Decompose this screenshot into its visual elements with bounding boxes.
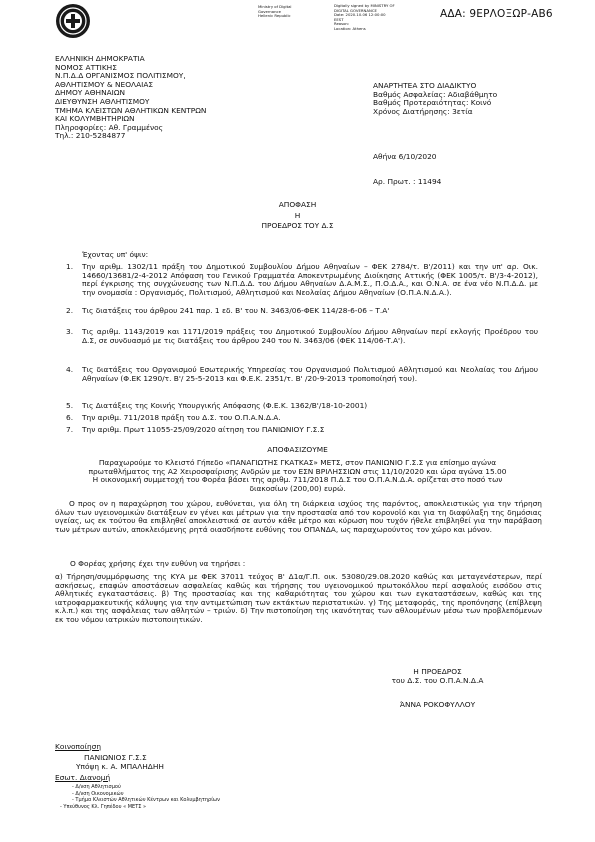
internal-item: - Τμήμα Κλειστών Αθλητικών Κέντρων και Κολυμβητηρίων: [72, 797, 220, 804]
notify-item: ΠΑΝΙΩΝΙΟΣ Γ.Σ.Σ: [84, 753, 147, 762]
signer-detail-line: Reason:: [334, 21, 350, 26]
signature-org: του Δ.Σ. του Ο.Π.Α.Ν.Δ.Α: [391, 675, 484, 685]
classification-block: [373, 82, 497, 116]
item-text: Την αριθμ. Πρωτ 11055-25/09/2020 αίτηση του ΠΑΝΙΩΝΙΟΥ Γ.Σ.Σ: [82, 425, 325, 434]
notify-item: Υπόψη κ. Α. ΜΠΑΛΗΔΗΗ: [76, 761, 164, 771]
issuer-line: ΝΟΜΟΣ ΑΤΤΙΚΗΣ: [55, 62, 117, 72]
classification-line: Βαθμός Προτεραιότητας: Κοινό: [373, 98, 492, 108]
issuer-line: ΔΗΜΟΥ ΑΘΗΝΑΙΩΝ: [55, 88, 126, 98]
signer-detail-line: DIGITAL GOVERNANCE: [334, 7, 377, 13]
item-text: Την αριθμ. 711/2018 πράξη του Δ.Σ. του Ο.Π.Α.Ν.Δ.Α.: [82, 413, 281, 422]
item-number: 2.: [66, 306, 74, 315]
signer-label-line: Governance: [258, 8, 281, 14]
signer-detail-line: EEST: [334, 16, 344, 22]
ministry-seal: [55, 3, 91, 39]
issuer-line: ΤΜΗΜΑ ΚΛΕΙΣΤΩΝ ΑΘΛΗΤΙΚΩΝ ΚΕΝΤΡΩΝ: [55, 105, 207, 115]
item-text: Τις Διατάξεις της Κοινής Υπουργικής Απόφασης (Φ.Ε.Κ. 1362/Β'/18-10-2001): [82, 401, 368, 410]
title-line: Η: [294, 210, 301, 220]
item-row: [66, 263, 538, 297]
signature-name: ΆΝΝΑ ΡΟΚΟΦΥΛΛΟΥ: [399, 700, 476, 709]
decide-paragraph-3: Ο Φορέας χρήσης έχει την ευθύνη να τηρήσει :: [70, 559, 246, 568]
item-number: 3.: [66, 327, 74, 336]
item-number: 7.: [66, 425, 74, 434]
ada-code: ΑΔΑ: 9ΕΡΛΟΞΩΡ-ΑΒ6: [440, 8, 553, 20]
classification-line: Χρόνος Διατήρησης: 3ετία: [373, 106, 473, 116]
item-number: 6.: [66, 413, 74, 422]
contact-info: Πληροφορίες: Αθ. Γραμμένος: [55, 122, 163, 132]
item-row: [66, 328, 538, 345]
signer-label-line: Ministry of Digital: [258, 4, 292, 9]
item-text: Την αριθμ. 1302/11 πράξη του Δημοτικού Συμβουλίου Δήμου Αθηναίων – ΦΕΚ 2784/τ. Β'/2011) και την υπ' αρ. Οικ. 14660/13681/2-4-2012 Απόφαση του Γενικού Γραμματέα Αποκεντρωμένης Διοίκησης Αττικής (ΦΕΚ 1005/τ. Β'/3-4-2012), περί έγκρισης της συγχώνευσης των Ν.Π.Δ.Δ. του Δήμου Αθηναίων Δ.Α.Μ.Σ., Π.Ο.Δ.Α., και Ο.Ν.Α. σε ένα νέο Ν.Π.Δ.Δ. με την ονομασία : Οργανισμός, Πολιτισμού, Αθλητισμού και Νεολαίας Δήμου Αθηναίων (Ο.Π.Α.Ν.Δ.Α.).: [82, 262, 538, 297]
signer-detail-line: Location: Athens: [334, 25, 366, 31]
item-text: Τις αριθμ. 1143/2019 και 1171/2019 πράξεις του Δημοτικού Συμβουλίου Δήμου Αθηναίων περί εκλογής Προέδρου του Δ.Σ, σε συνδυασμό με τις διατάξεις του άρθρου 240 του Ν. 3463/06 (ΦΕΚ 114/06-Τ.Α').: [82, 327, 538, 345]
notify-list: [76, 754, 164, 771]
contact-phone: Τηλ.: 210-5284877: [55, 131, 126, 141]
item-number: 4.: [66, 365, 74, 374]
decide-line: πρωταθλήματος της Α2 Χειροσφαίρισης Ανδρών με τον ΕΣΝ ΒΡΙΛΗΣΣΙΩΝ στις 11/10/2020 και ώρα αγώνα 15.00: [88, 466, 507, 476]
internal-item: - Δ/νση Αθλητισμού: [72, 784, 121, 790]
item-text: Τις διατάξεις του Οργανισμού Εσωτερικής Υπηρεσίας του Οργανισμού Πολιτισμού Αθλητισμού και Νεολαίας του Δήμου Αθηναίων (Φ.ΕΚ 1290/τ. Β'/ 25-5-2013 και Φ.Ε.Κ. 2351/τ. Β' /20-9-2013 τροποποίησή του).: [82, 365, 538, 383]
protocol-number: Αρ. Πρωτ. : 11494: [373, 177, 442, 186]
decide-line: διακοσίων (200,00) ευρώ.: [249, 483, 346, 493]
issuer-block: [55, 55, 206, 141]
item-number: 1.: [66, 262, 74, 271]
classification-line: ΑΝΑΡΤΗΤΕΑ ΣΤΟ ΔΙΑΔΙΚΤΥΟ: [373, 81, 477, 90]
decide-paragraph-4: α) Τήρηση/συμμόρφωσης της ΚΥΑ με ΦΕΚ 37011 τεύχος Β' Δ1α/Γ.Π. οικ. 53080/29.08.2020 καθώς και μεταγενέστερων, περί ασκήσεως, επαφών αποστάσεων ασφαλείας καθώς και τήρησης του υγειονομικού πρωτοκόλλου περί ασφαλούς εισόδου στις Αθλητικές εγκαταστάσεις. β) Της προστασίας και της καθαριότητας του χώρου και των εγκαταστάσεων, καθώς και της ιατροφαρμακευτικής κάλυψης για την αντιμετώπιση των εκτάκτων περιστατικών. γ) Της μεταφοράς, της προπόνησης (επίβλεψη κ.λ.π.) και της ασφάλειας των αθλητών – τριών. δ) Την πιστοποίηση της ικανότητας των αθλουμένων μέσω των προβλεπόμενων εκ του νόμου ιατρικών πιστοποιητικών.: [55, 572, 542, 624]
title-line: ΑΠΟΦΑΣΗ: [278, 200, 317, 209]
decide-heading: ΑΠΟΦΑΣΙΖΟΥΜΕ: [267, 445, 328, 454]
internal-item: - Δ/νση Οικονομικών: [72, 790, 124, 797]
decide-line: Η οικονομική συμμετοχή του Φορέα βάσει της αριθμ. 711/2018 Π.Δ.Σ του Ο.Π.Α.Ν.Δ.Α. ορίζεται στο ποσό των: [92, 475, 503, 485]
decide-line: Παραχωρούμε το Κλειστό Γήπεδο «ΠΑΝΑΓΙΩΤΗΣ ΓΚΑΤΚΑΣ» ΜΕΤΣ, στον ΠΑΝΙΩΝΙΟ Γ.Σ.Σ για επίσημο αγώνα: [98, 458, 497, 467]
classification-line: Βαθμός Ασφαλείας: Αδιαβάθμητο: [373, 89, 498, 99]
issuer-line: ΕΛΛΗΝΙΚΗ ΔΗΜΟΚΡΑΤΙΑ: [55, 54, 145, 63]
internal-heading: Εσωτ. Διανομή: [55, 773, 111, 782]
signer-details: [334, 4, 414, 31]
item-row: [66, 402, 538, 411]
issuer-line: ΚΑΙ ΚΟΛΥΜΒΗΤΗΡΙΩΝ: [55, 114, 135, 124]
document-date: Αθήνα 6/10/2020: [373, 152, 437, 161]
item-row: [66, 414, 538, 423]
item-text: Τις διατάξεις του άρθρου 241 παρ. 1 εδ. Β' του Ν. 3463/06-ΦΕΚ 114/28-6-06 – Τ.Α': [82, 306, 390, 315]
signature-title: Η ΠΡΟΕΔΡΟΣ: [413, 667, 462, 676]
issuer-line: ΑΘΛΗΤΙΣΜΟΥ & ΝΕΟΛΑΙΑΣ: [55, 79, 154, 89]
decide-paragraph-2: Ο προς ον η παραχώρηση του χώρου, ευθύνεται, για όλη τη διάρκεια ισχύος της παρόντος, αποκλειστικώς για την τήρηση όλων των υγειονομικών διατάξεων εν γένει και μέτρων για την προστασία από τον κορονοϊό και για τη διαφύλαξη της δημόσιας υγείας, ως εκ τούτου θα επιβληθεί αποκλειστικά σε αυτόν κάθε μέτρο και κύρωση που τυχόν ήθελε επιβληθεί για την παράβαση των μέτρων αυτών, αποκλειόμενης ρητά οιασδήποτε ευθύνης του ΟΠΑΝΔΑ, ως παραχωρούντος τον χώρο και μόνον.: [55, 499, 542, 534]
signer-labels: [258, 5, 328, 19]
decide-paragraph-1: [40, 459, 555, 493]
considering-heading: Έχοντας υπ' όψιν:: [82, 250, 149, 259]
internal-list: [60, 784, 220, 810]
item-row: [66, 366, 538, 383]
item-number: 5.: [66, 401, 74, 410]
issuer-line: ΔΙΕΥΘΥΝΣΗ ΑΘΛΗΤΙΣΜΟΥ: [55, 96, 150, 106]
notify-heading: Κοινοποίηση: [55, 742, 102, 751]
title-line: ΠΡΟΕΔΡΟΣ ΤΟΥ Δ.Σ: [261, 221, 334, 231]
signer-detail-line: Digitally signed by MINISTRY OF: [334, 3, 395, 8]
signature-block: [375, 668, 500, 685]
item-row: [66, 426, 538, 435]
item-row: [66, 307, 538, 316]
decision-title: [0, 201, 595, 231]
internal-item: - Υπεύθυνος Κλ. Γηπέδου « ΜΕΤΣ »: [60, 803, 147, 810]
signer-detail-line: Date: 2020.10.06 12:00:00: [334, 12, 386, 17]
issuer-line: Ν.Π.Δ.Δ ΟΡΓΑΝΙΣΜΟΣ ΠΟΛΙΤΙΣΜΟΥ,: [55, 71, 186, 81]
signer-label-line: Hellenic Republic: [258, 13, 291, 19]
